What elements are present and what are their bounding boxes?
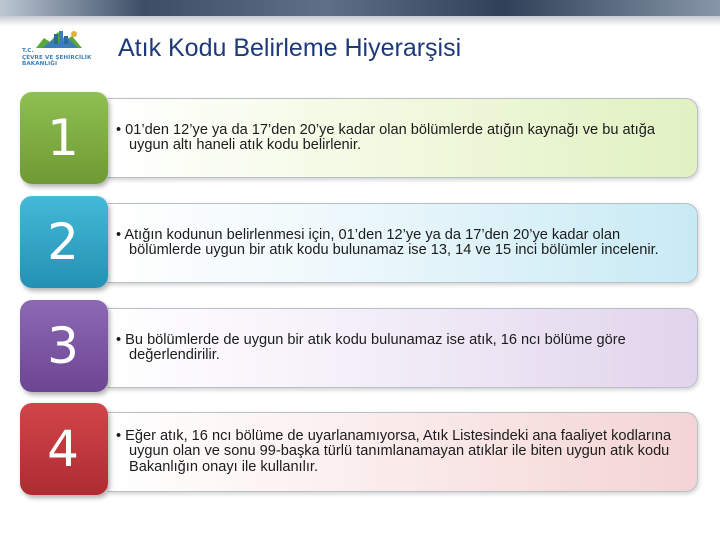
step-1-text: • 01’den 12’ye ya da 17’den 20’ye kadar olan bölümlerde atığın kaynağı ve bu atığa uygun altı haneli atık kodu belirlenir. xyxy=(116,121,655,153)
step-4-number: 4 xyxy=(47,420,79,478)
step-2-text: • Atığın kodunun belirlenmesi için, 01’den 12’ye ya da 17’den 20’ye kadar olan bölümlerde uygun bir atık kodu bulunamaz ise 13, 14 ve 15 inci bölümler incelenir. xyxy=(116,226,659,258)
logo-line-3: BAKANLIĞI xyxy=(22,61,58,67)
page-title: Atık Kodu Belirleme Hiyerarşisi xyxy=(118,34,462,62)
step-3-number: 3 xyxy=(47,317,79,375)
logo-text xyxy=(22,48,100,68)
step-2-number: 2 xyxy=(47,213,79,271)
step-2-text-box xyxy=(108,203,698,283)
step-2-number-box xyxy=(20,196,108,288)
step-1-number: 1 xyxy=(47,109,79,167)
logo-emblem-icon xyxy=(32,28,86,50)
top-bar-shadow xyxy=(0,16,720,26)
step-3-text: • Bu bölümlerde de uygun bir atık kodu bulunamaz ise atık, 16 ncı bölüme göre değerlendirilir. xyxy=(116,331,626,363)
step-1-number-box xyxy=(20,92,108,184)
ministry-logo xyxy=(22,28,100,74)
logo-line-1: T.C. xyxy=(22,48,34,54)
step-3-number-box xyxy=(20,300,108,392)
step-1-text-box xyxy=(108,98,698,178)
top-decorative-bar xyxy=(0,0,720,16)
step-3-text-box xyxy=(108,308,698,388)
step-4-number-box xyxy=(20,403,108,495)
step-4-text: • Eğer atık, 16 ncı bölüme de uyarlanamıyorsa, Atık Listesindeki ana faaliyet kodlarına uygun olan ve sonu 99-başka türlü tanımlanamayan atıklar ile biten uygun atık kodu Bakanlığın onayı ile kullanılır. xyxy=(116,427,672,475)
logo-line-2: ÇEVRE VE ŞEHİRCİLİK xyxy=(22,54,92,61)
step-4-text-box xyxy=(108,412,698,492)
